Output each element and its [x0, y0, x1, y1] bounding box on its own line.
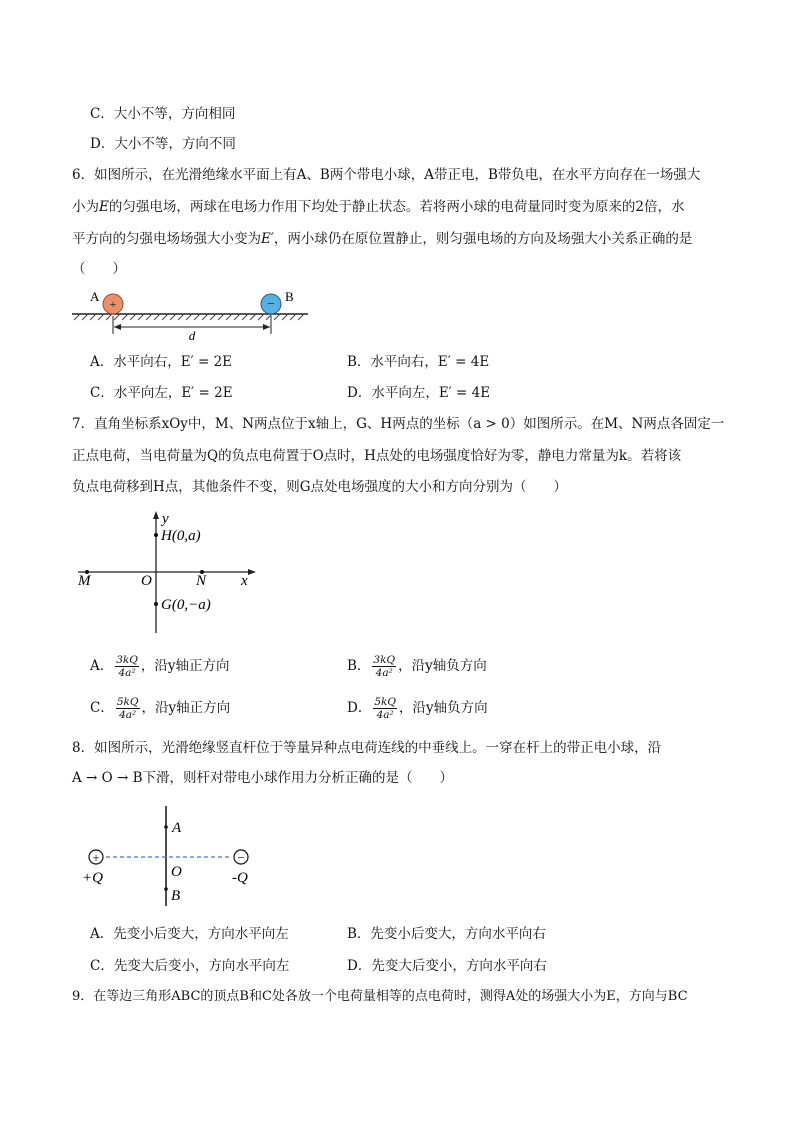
q7-option-c: [90, 696, 230, 721]
q7-option-b-num: 3kQ: [373, 654, 396, 666]
q7-option-c-den: 4a²: [119, 709, 137, 721]
q5-option-c: C．大小不等，方向相同: [90, 106, 236, 122]
q8-negative-sign: −: [237, 850, 245, 865]
q7-label-y: y: [162, 511, 169, 527]
q6-text: ，两小球仍在原位置静止，则匀强电场的方向及场强大小关系正确的是: [273, 231, 693, 247]
q6-ball-b-sign: −: [267, 296, 275, 311]
q8-point-a: [164, 825, 168, 829]
q7-option-d-num: 5kQ: [374, 696, 396, 708]
q7-option-b-prefix: B．: [347, 658, 371, 674]
q6-symbol-e: E: [99, 199, 109, 215]
q8-positive-sign: +: [92, 850, 100, 865]
q8-option-a: A．先变小后变大，方向水平向左: [90, 926, 289, 942]
q7-label-m: M: [78, 573, 91, 589]
q7-option-a-fraction: [115, 654, 139, 679]
q7-option-d-suffix: ，沿y轴负方向: [398, 700, 488, 716]
q7-figure: [70, 505, 270, 637]
q7-label-h: H(0,a): [161, 528, 201, 544]
q6-option-b: B．水平向右，E′ = 4E: [347, 354, 490, 370]
q8-label-minus-q: -Q: [232, 870, 248, 886]
q8-point-b: [164, 887, 168, 891]
q7-label-x: x: [241, 573, 248, 589]
q6-text: 的匀强电场，两球在电场力作用下均处于静止状态。若将两小球的电荷量同时变为原来的2倍，水: [108, 199, 685, 215]
q7-option-a-suffix: ，沿y轴正方向: [140, 658, 230, 674]
q9-stem-line1: 9．在等边三角形ABC的顶点B和C处各放一个电荷量相等的点电荷时，测得A处的场强大小为E，方向与BC: [72, 989, 688, 1004]
q8-option-b: B．先变小后变大，方向水平向右: [347, 926, 546, 942]
q7-stem-line3: 负点电荷移到H点，其他条件不变，则G点处电场强度的大小和方向分别为（ ）: [72, 479, 568, 495]
q7-option-a-prefix: A．: [90, 658, 114, 674]
q6-text: 平方向的匀强电场场强大小变为: [72, 231, 261, 247]
q7-label-o: O: [141, 573, 152, 589]
q8-figure: [80, 806, 270, 906]
q6-distance-label: d: [188, 328, 196, 343]
q7-option-d-fraction: [373, 696, 397, 721]
q6-figure: [70, 286, 320, 346]
q6-stem-line3: [72, 229, 692, 249]
q6-stem-line2: [72, 197, 684, 217]
q8-option-d: D．先变大后变小，方向水平向右: [347, 958, 547, 974]
q7-option-a: [90, 654, 230, 679]
q7-option-d: [347, 696, 488, 721]
q7-option-a-num: 3kQ: [116, 654, 138, 666]
q6-label-a: A: [90, 289, 100, 304]
q6-option-c: C．水平向左，E′ = 2E: [90, 385, 233, 401]
q6-option-d: D．水平向左，E′ = 4E: [347, 385, 491, 401]
q6-ground-hatch: [74, 314, 304, 320]
q7-point-h: [154, 533, 158, 537]
q5-option-d: D．大小不等，方向不同: [90, 136, 236, 152]
q7-label-g: G(0,−a): [161, 597, 211, 613]
q8-label-o: O: [171, 864, 182, 880]
q6-ball-a-sign: +: [109, 297, 117, 311]
q6-text: 小为: [72, 199, 99, 215]
q8-label-a: A: [172, 820, 182, 836]
q7-option-c-prefix: C．: [90, 700, 114, 716]
q7-stem-line2: 正点电荷，当电荷量为Q的负点电荷置于O点时，H点处的电场强度恰好为零，静电力常量为k。若将该: [72, 448, 682, 464]
q7-point-g: [154, 602, 158, 606]
q8-label-b: B: [171, 888, 181, 904]
q8-stem-line2: A → O → B下滑，则杆对带电小球作用力分析正确的是（ ）: [72, 770, 454, 786]
q7-option-b-fraction: [372, 654, 396, 679]
q7-option-c-num: 5kQ: [116, 696, 139, 708]
q6-label-b: B: [285, 289, 294, 304]
q8-label-plus-q: +Q: [82, 870, 103, 886]
q6-symbol-e-prime: E′: [261, 231, 274, 247]
q7-option-b-suffix: ，沿y轴负方向: [398, 658, 487, 674]
q8-option-c: C．先变大后变小，方向水平向左: [90, 958, 290, 974]
q7-option-c-fraction: [116, 696, 140, 721]
q6-stem-line4: （ ）: [72, 261, 126, 277]
q7-stem-line1: 7．直角坐标系xOy中，M、N两点位于x轴上，G、H两点的坐标（a > 0）如图所示。在M、N两点各固定一: [72, 416, 725, 432]
q7-option-b: [347, 654, 487, 679]
q6-stem-line1: 6．如图所示，在光滑绝缘水平面上有A、B两个带电小球，A带正电，B带负电，在水平方向存在一场强大: [72, 167, 701, 183]
q7-option-c-suffix: ，沿y轴正方向: [141, 700, 231, 716]
q7-option-d-den: 4a²: [376, 709, 394, 721]
q6-option-a: A．水平向右，E′ = 2E: [90, 354, 233, 370]
q8-stem-line1: 8．如图所示，光滑绝缘竖直杆位于等量异种点电荷连线的中垂线上。一穿在杆上的带正电小球，沿: [72, 740, 662, 756]
q7-label-n: N: [196, 573, 207, 589]
q7-option-b-den: 4a²: [375, 667, 393, 679]
q7-option-d-prefix: D．: [347, 700, 372, 716]
q7-option-a-den: 4a²: [118, 667, 136, 679]
